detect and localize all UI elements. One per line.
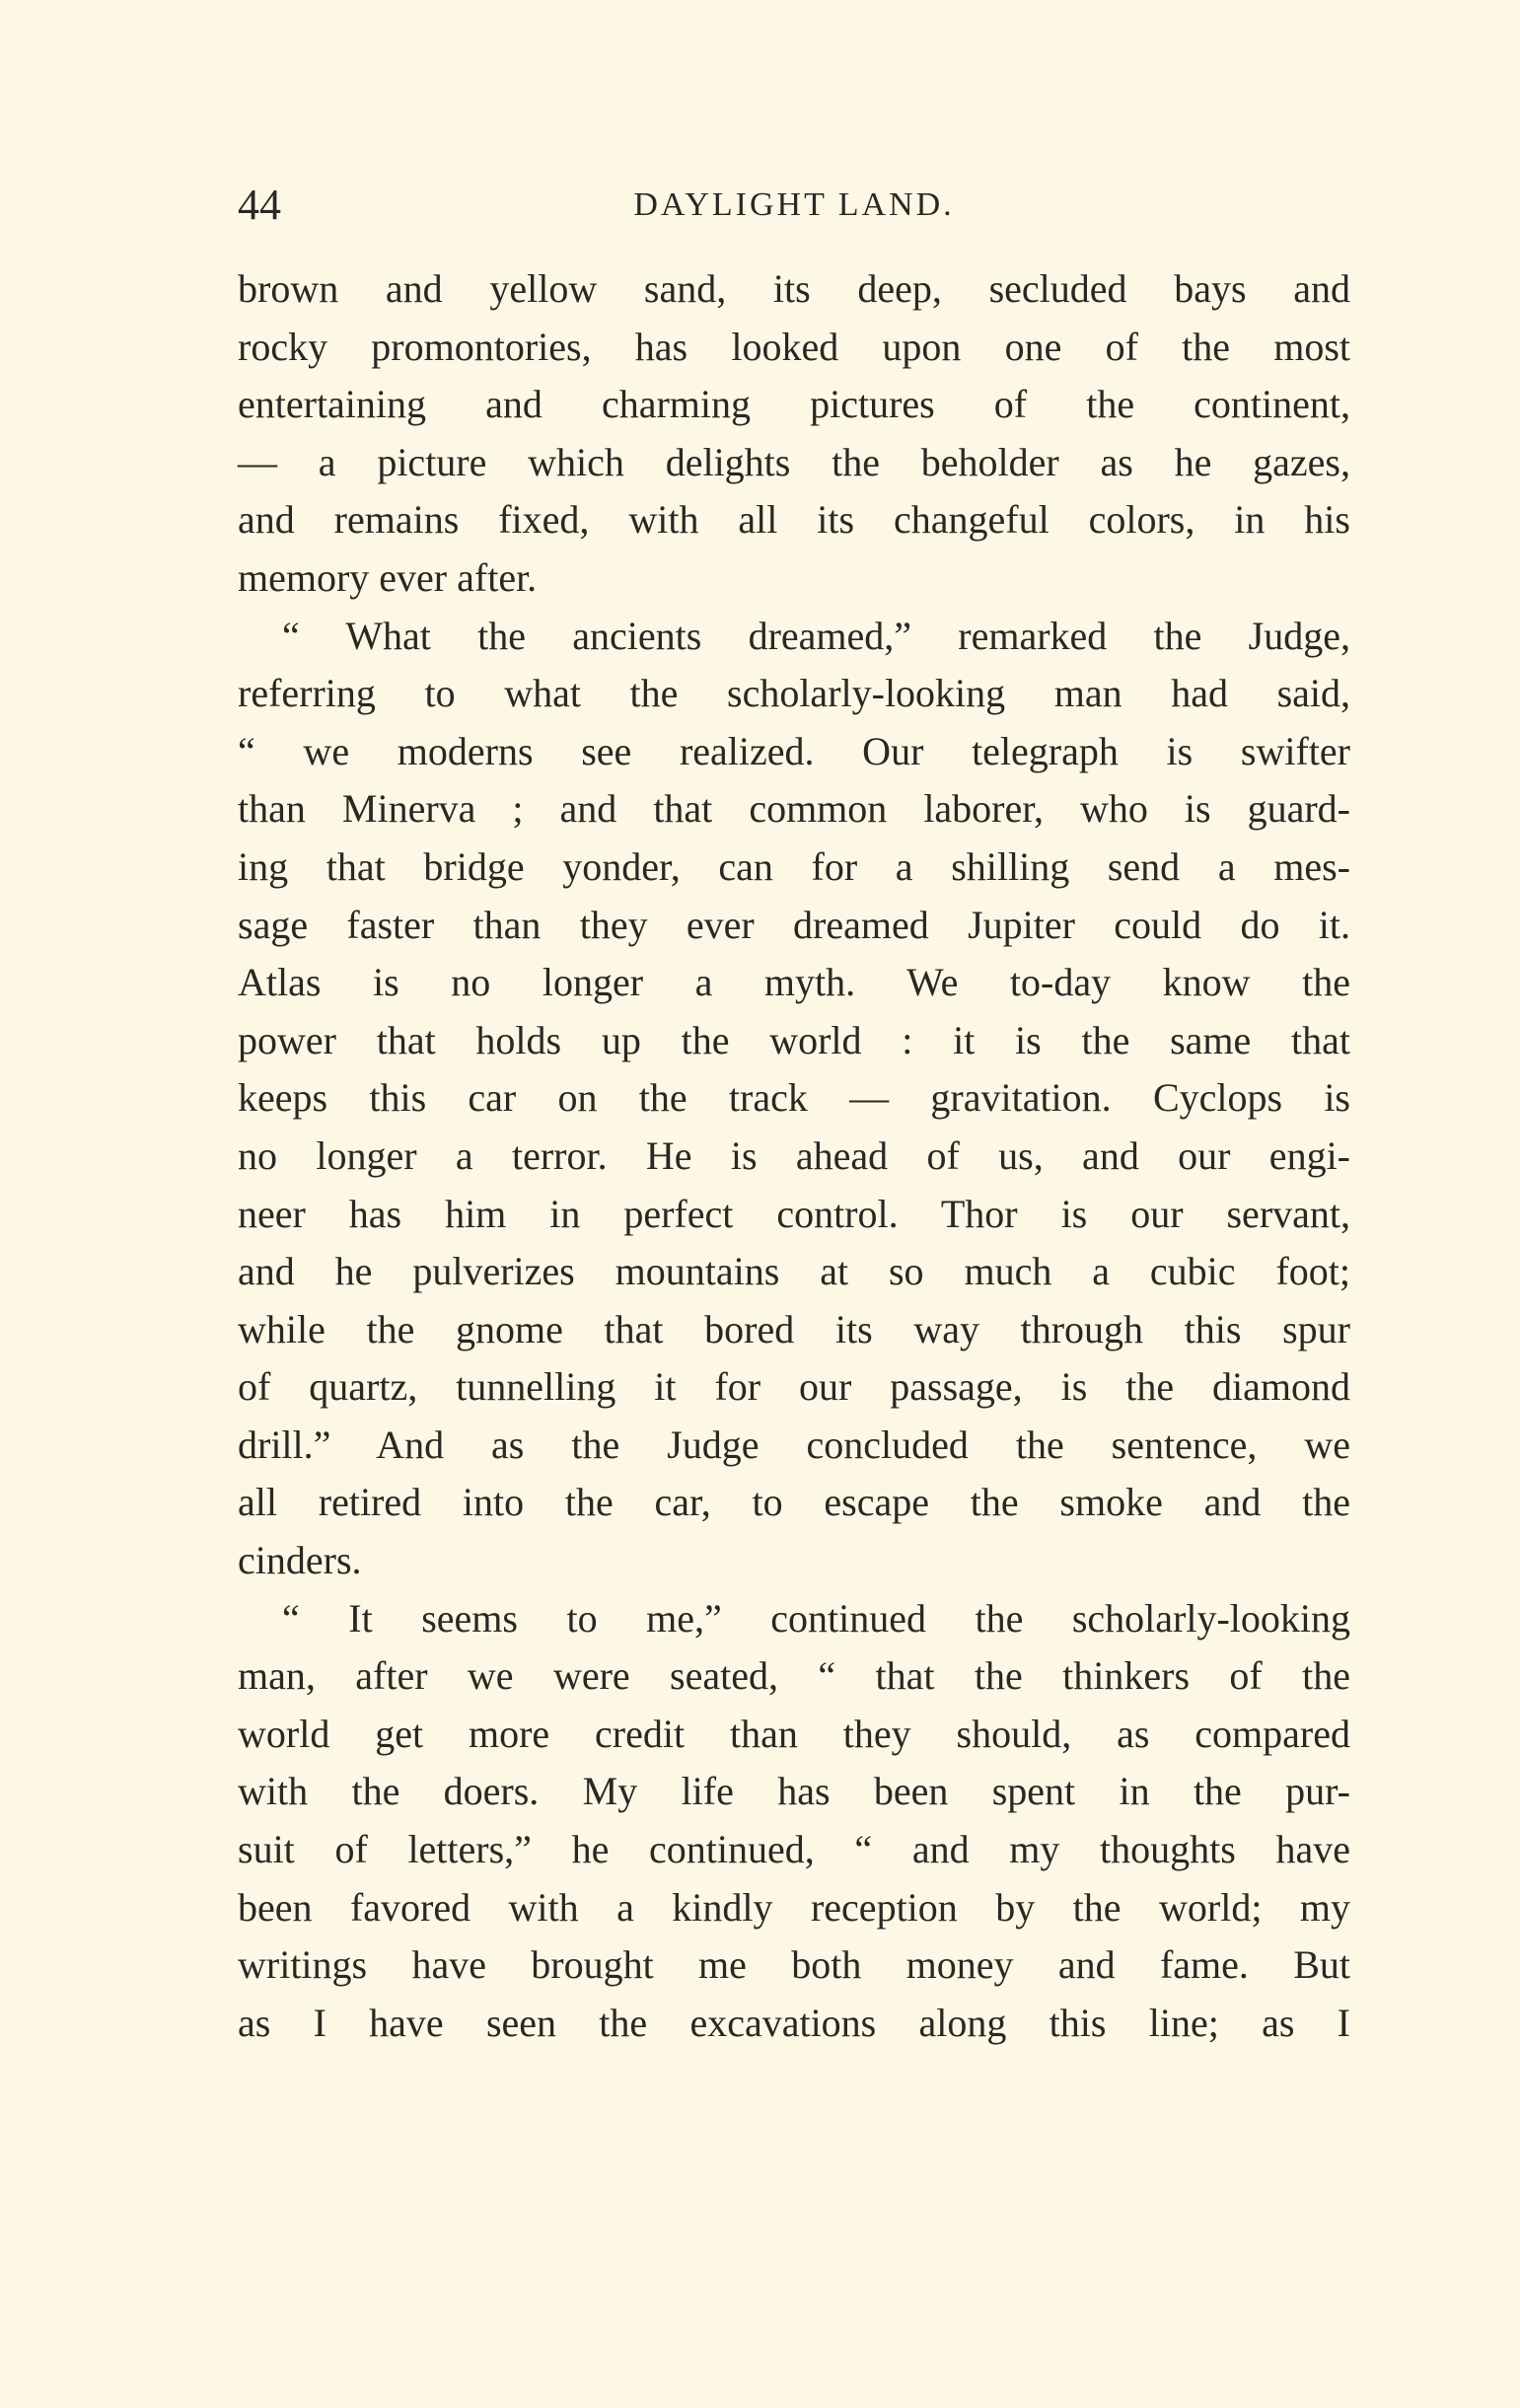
text-line: brown and yellow sand, its deep, secluded bays and (238, 266, 1350, 311)
text-line: all retired into the car, to escape the smoke and the (238, 1480, 1350, 1525)
text-line: and he pulverizes mountains at so much a cubic foot; (238, 1249, 1350, 1294)
paragraph-start-line: “ What the ancients dreamed,” remarked the Judge, (282, 613, 1350, 658)
text-line: drill.” And as the Judge concluded the sentence, we (238, 1422, 1350, 1467)
text-line: been favored with a kindly reception by the world; my (238, 1884, 1350, 1930)
text-line: Atlas is no longer a myth. We to-day know the (238, 960, 1350, 1005)
text-line: world get more credit than they should, as compared (238, 1711, 1350, 1756)
page-number: 44 (238, 181, 281, 229)
page-header (238, 176, 1350, 235)
text-line: ing that bridge yonder, can for a shilling send a mes- (238, 843, 1350, 889)
text-line: sage faster than they ever dreamed Jupiter could do it. (238, 902, 1350, 947)
running-title: DAYLIGHT LAND. (633, 186, 955, 223)
text-line: rocky promontories, has looked upon one of the most (238, 324, 1350, 369)
text-line: referring to what the scholarly-looking man had said, (238, 671, 1350, 716)
text-line: power that holds up the world : it is the same that (238, 1017, 1350, 1062)
text-line: keeps this car on the track — gravitation. Cyclops is (238, 1075, 1350, 1121)
text-line: and remains fixed, with all its changeful colors, in his (238, 497, 1350, 543)
body-text (238, 260, 1350, 2052)
text-line: entertaining and charming pictures of the continent, (238, 382, 1350, 427)
text-line: no longer a terror. He is ahead of us, and our engi- (238, 1132, 1350, 1178)
text-line: — a picture which delights the beholder as he gazes, (238, 439, 1350, 484)
text-line: “ we moderns see realized. Our telegraph is swifter (238, 728, 1350, 773)
text-line: with the doers. My life has been spent in the pur- (238, 1769, 1350, 1814)
paragraph-start-line: “ It seems to me,” continued the scholarly-looking (282, 1595, 1350, 1641)
text-line: than Minerva ; and that common laborer, who is guard- (238, 786, 1350, 832)
text-line: memory ever after. (238, 554, 538, 600)
text-line: of quartz, tunnelling it for our passage, is the diamond (238, 1364, 1350, 1410)
text-line: as I have seen the excavations along this line; as I (238, 2000, 1350, 2045)
text-line: neer has him in perfect control. Thor is our servant, (238, 1191, 1350, 1236)
text-line: while the gnome that bored its way through this spur (238, 1306, 1350, 1351)
text-line: writings have brought me both money and fame. But (238, 1942, 1350, 1988)
text-line: cinders. (238, 1538, 362, 1583)
text-line: man, after we were seated, “ that the thinkers of the (238, 1653, 1350, 1699)
text-line: suit of letters,” he continued, “ and my thoughts have (238, 1827, 1350, 1872)
